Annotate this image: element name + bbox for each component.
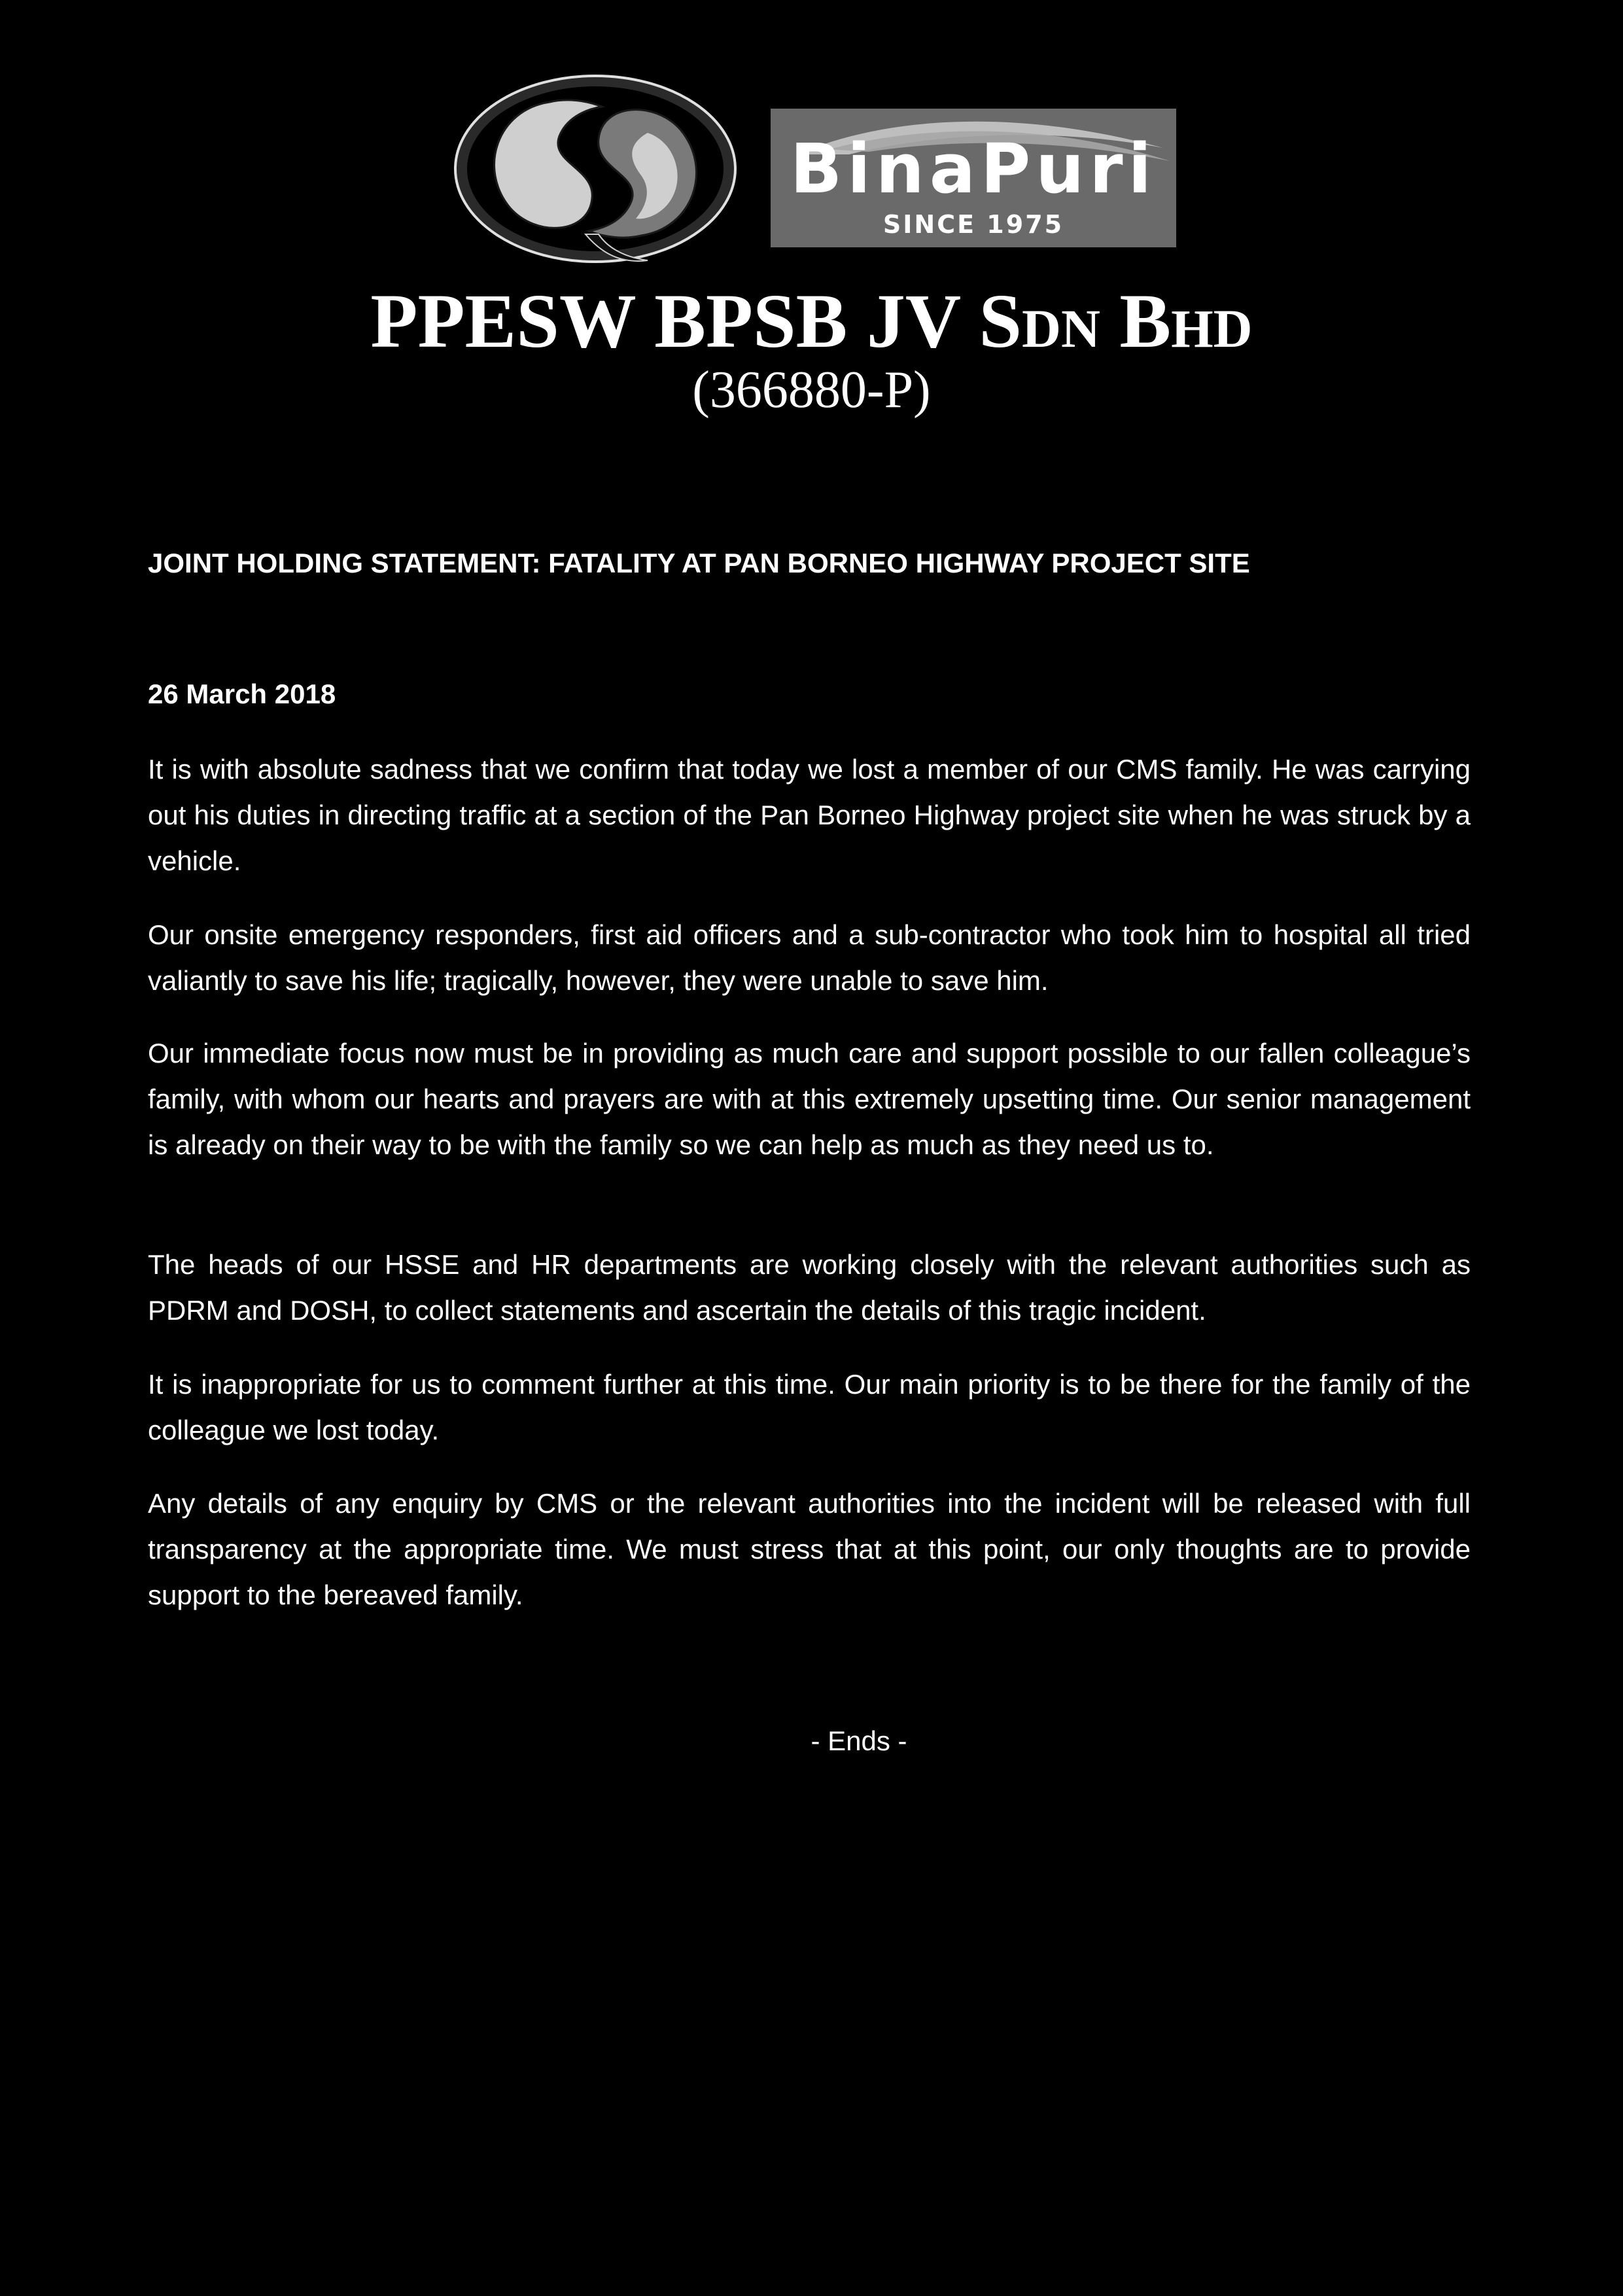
- paragraph-5: It is inappropriate for us to comment further at this time. Our main priority is to be there for the family of the colleague we lost today.: [148, 1369, 1471, 1445]
- ends-marker: - Ends -: [811, 1725, 907, 1756]
- paragraph-1: It is with absolute sadness that we confirm that today we lost a member of our CMS family. He was carrying out his duties in directing traffic at a section of the Pan Borneo Highway project site when he was struck by a vehicle.: [148, 754, 1471, 876]
- paragraph-6: Any details of any enquiry by CMS or the relevant authorities into the incident will be released with full transparency at the appropriate time. We must stress that at this point, our only thoughts are to provide support to the bereaved family.: [148, 1488, 1471, 1610]
- statement-headline: JOINT HOLDING STATEMENT: FATALITY AT PAN BORNEO HIGHWAY PROJECT SITE: [148, 548, 1250, 578]
- statement-date: 26 March 2018: [148, 679, 336, 709]
- letterhead-logo: [451, 71, 1178, 274]
- company-registration-number: (366880-P): [692, 361, 931, 419]
- paragraph-4: The heads of our HSSE and HR departments are working closely with the relevant authorities such as PDRM and DOSH, to collect statements and ascertain the details of this tragic incident.: [148, 1249, 1471, 1326]
- paragraph-2: Our onsite emergency responders, first aid officers and a sub-contractor who took him to hospital all tried valiantly to save his life; tragically, however, they were unable to save him.: [148, 919, 1471, 996]
- binapuri-swirl-emblem-icon: [451, 71, 739, 274]
- brand-since: SINCE 1975: [882, 210, 1064, 239]
- paragraph-3: Our immediate focus now must be in providing as much care and support possible to our fallen colleague’s family, with whom our hearts and prayers are with at this extremely upsetting time. Our senior management is already on their way to be with the family so we can help as much as they need us to.: [148, 1038, 1471, 1160]
- brand-name: BinaPuri: [790, 129, 1157, 209]
- company-name: PPESW BPSB JV Sdn Bhd: [370, 278, 1253, 364]
- brand-box: [771, 109, 1176, 247]
